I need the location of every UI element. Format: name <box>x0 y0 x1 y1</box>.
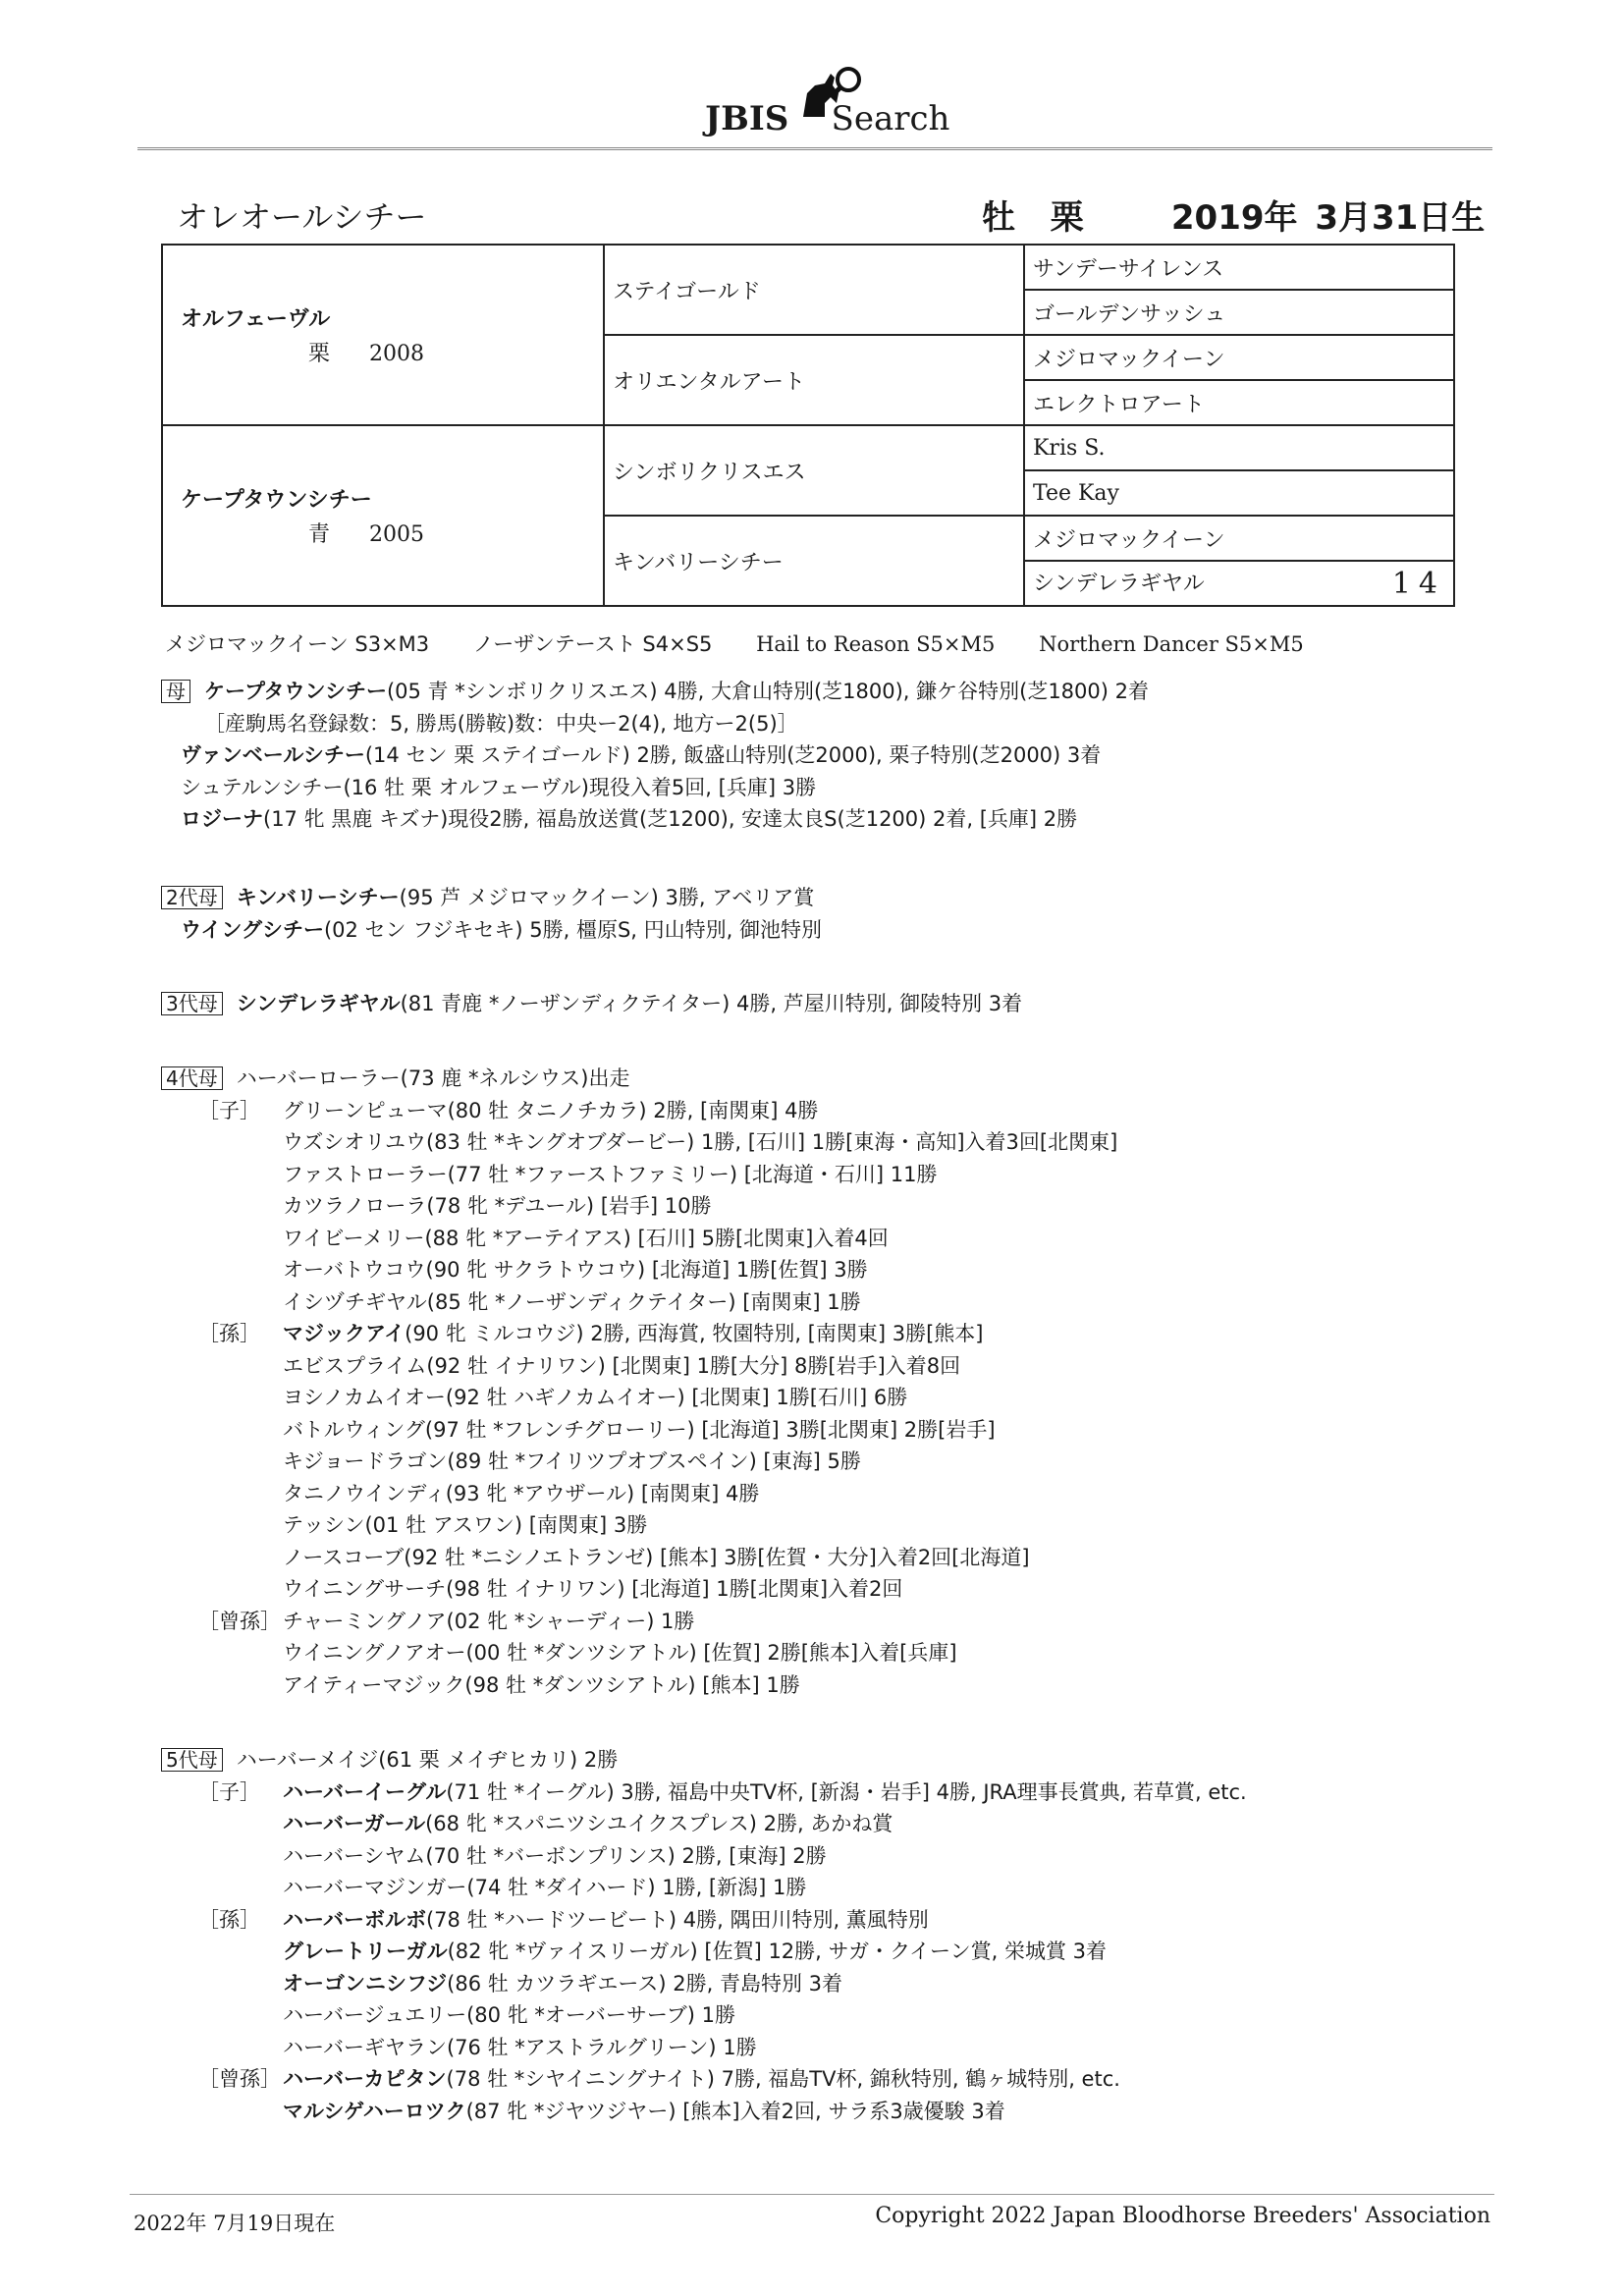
section-tag: 4代母 <box>161 1066 223 1090</box>
family-name: ハーバーカピタン <box>283 2067 447 2091</box>
family-record: ハーバーシヤム(70 牡 *バーボンプリンス) 2勝, [東海] 2勝 <box>283 1843 827 1868</box>
inbreeding-item: ノーザンテースト S4×S5 <box>472 632 713 656</box>
family-name: ウイングシチー <box>181 917 324 942</box>
horse-sex: 牡 <box>982 198 1015 238</box>
dam-color: 青 <box>308 522 331 547</box>
family-record: シュテルンシチー(16 牡 栗 オルフェーヴル)現役入着5回, [兵庫] 3勝 <box>181 775 817 799</box>
family-name: ハーバーボルボ <box>283 1907 426 1932</box>
family-record: オーバトウコウ(90 牝 サクラトウコウ) [北海道] 1勝[佐賀] 3勝 <box>283 1258 868 1282</box>
family-record: ハーバーマジンガー(74 牡 *ダイハード) 1勝, [新潟] 1勝 <box>283 1876 807 1899</box>
family-record: ウイニングノアオー(00 牡 *ダンツシアトル) [佐賀] 2勝[熊本]入着[兵庫] <box>283 1641 957 1665</box>
family-record: ウイニングサーチ(98 牡 イナリワン) [北海道] 1勝[北関東]入着2回 <box>283 1577 903 1601</box>
family-record: (78 牡 *シヤイニングナイト) 7勝, 福島TV杯, 錦秋特別, 鶴ヶ城特別, etc. <box>446 2067 1120 2091</box>
family-record: チャーミングノア(02 牝 *シャーディー) 1勝 <box>283 1609 695 1633</box>
family-name: マジックアイ <box>283 1322 406 1345</box>
pedigree-table <box>161 244 1455 607</box>
family-name: キンバリーシチー <box>236 886 400 909</box>
family-record: ヨシノカムイオー(92 牡 ハギノカムイオー) [北関東] 1勝[石川] 6勝 <box>283 1386 908 1409</box>
family-record: (71 牡 *イーグル) 3勝, 福島中央TV杯, [新潟・岩手] 4勝, JRA理事長賞典, 若草賞, etc. <box>446 1779 1247 1804</box>
horse-name: オレオールシチー <box>177 198 427 236</box>
sire-name: オルフェーヴル <box>181 307 331 332</box>
sire-cell <box>162 245 604 425</box>
family-name: ヴァンベールシチー <box>181 743 365 767</box>
gen3-0: サンデーサイレンス <box>1024 245 1454 290</box>
section-tag: 3代母 <box>161 992 223 1015</box>
family-record: ワイビーメリー(88 牝 *アーテイアス) [石川] 5勝[北関東]入着4回 <box>283 1226 889 1250</box>
family-record: ［産駒馬名登録数：5, 勝馬(勝鞍)数：中央ー2(4), 地方ー2(5)］ <box>204 711 798 736</box>
family-record: (78 牡 *ハードツービート) 4勝, 隅田川特別, 薫風特別 <box>425 1907 929 1932</box>
family-name: グレートリーガル <box>283 1940 448 1963</box>
gen3-2: メジロマックイーン <box>1024 335 1454 380</box>
family-name: ハーバーイーグル <box>283 1779 447 1804</box>
sire-color: 栗 <box>308 342 331 366</box>
family-record: アイティーマジック(98 牡 *ダンツシアトル) [熊本] 1勝 <box>283 1672 800 1697</box>
section-4th-dam <box>161 1063 1118 1701</box>
family-record: エビスプライム(92 牡 イナリワン) [北関東] 1勝[大分] 8勝[岩手]入着8回 <box>283 1353 961 1378</box>
section-dam <box>161 676 1149 836</box>
footer-divider <box>130 2194 1494 2195</box>
family-record: (95 芦 メジロマックイーン) 3勝, アベリア賞 <box>399 886 815 909</box>
generation-label: ［孫］ <box>198 1322 260 1345</box>
family-name: シンデレラギヤル <box>236 992 401 1015</box>
family-record: (14 セン 栗 ステイゴールド) 2勝, 飯盛山特別(芝2000), 栗子特別(芝2000) 3着 <box>364 743 1102 767</box>
dam-cell <box>162 425 604 606</box>
horse-info <box>982 191 1485 239</box>
family-record: タニノウインディ(93 牝 *アウザール) [南関東] 4勝 <box>283 1481 760 1505</box>
family-head: ハーバーローラー(73 鹿 *ネルシウス)出走 <box>236 1066 630 1090</box>
dam-name: ケープタウンシチー <box>181 488 372 513</box>
generation-label: ［子］ <box>198 1098 260 1122</box>
section-tag: 5代母 <box>161 1748 223 1772</box>
generation-label: ［子］ <box>198 1779 260 1804</box>
family-record: イシヅチギヤル(85 牝 *ノーザンディクテイター) [南関東] 1勝 <box>283 1289 861 1314</box>
section-5th-dam <box>161 1744 1247 2127</box>
inbreeding-item: Northern Dancer S5×M5 <box>1039 632 1304 656</box>
family-record: (02 セン フジキセキ) 5勝, 橿原S, 円山特別, 御池特別 <box>323 917 822 942</box>
logo-jbis: JBIS <box>705 99 789 138</box>
family-name: ハーバーガール <box>283 1812 426 1835</box>
family-record: (87 牝 *ジヤツジヤー) [熊本]入着2回, サラ系3歳優駿 3着 <box>465 2099 1005 2123</box>
family-record: ハーバージュエリー(80 牝 *オーバーサーブ) 1勝 <box>283 2003 736 2027</box>
inbreeding-item: Hail to Reason S5×M5 <box>756 632 996 656</box>
gen3-6: メジロマックイーン <box>1024 516 1454 561</box>
gen3-3: エレクトロアート <box>1024 380 1454 425</box>
gen3-7-cell <box>1024 561 1454 606</box>
gen3-4: Kris S. <box>1024 425 1454 470</box>
gen2-0: ステイゴールド <box>604 245 1024 335</box>
inbreeding-line <box>165 629 1341 658</box>
family-record: (81 青鹿 *ノーザンディクテイター) 4勝, 芦屋川特別, 御陵特別 3着 <box>400 992 1023 1015</box>
section-3rd-dam <box>161 988 1022 1020</box>
footer-copyright: Copyright 2022 Japan Bloodhorse Breeders' Association <box>875 2204 1490 2228</box>
horse-birth: 2019年 3月31日生 <box>1170 198 1486 238</box>
gen2-1: オリエンタルアート <box>604 335 1024 425</box>
family-record: バトルウィング(97 牡 *フレンチグローリー) [北海道] 3勝[北関東] 2勝[岩手] <box>283 1417 996 1442</box>
family-record: (90 牝 ミルコウジ) 2勝, 西海賞, 牧園特別, [南関東] 3勝[熊本] <box>405 1322 984 1345</box>
horse-color: 栗 <box>1050 198 1084 238</box>
generation-label: ［曾孫］ <box>198 2067 281 2091</box>
family-name: ケープタウンシチー <box>204 680 387 703</box>
family-record: ノースコーブ(92 牡 *ニシノエトランゼ) [熊本] 3勝[佐賀・大分]入着2回[北海道] <box>283 1545 1030 1569</box>
section-tag: 2代母 <box>161 886 223 909</box>
family-name: ロジーナ <box>181 807 263 831</box>
gen3-7: シンデレラギヤル <box>1033 571 1205 596</box>
family-record: (86 牡 カツラギエース) 2勝, 青島特別 3着 <box>447 1971 843 1995</box>
family-head: ハーバーメイジ(61 栗 メイヂヒカリ) 2勝 <box>236 1748 619 1772</box>
generation-label: ［曾孫］ <box>198 1609 281 1633</box>
family-record: キジョードラゴン(89 牡 *フイリツプオブスペイン) [東海] 5勝 <box>283 1449 861 1473</box>
gen2-2: シンボリクリスエス <box>604 425 1024 516</box>
gen3-5: Tee Kay <box>1024 470 1454 516</box>
jbis-search-logo <box>705 64 950 142</box>
family-record: (68 牝 *スパニツシユイクスプレス) 2勝, あかね賞 <box>425 1812 893 1835</box>
family-record: グリーンピューマ(80 牡 タニノチカラ) 2勝, [南関東] 4勝 <box>283 1098 819 1122</box>
family-name: マルシゲハーロツク <box>283 2099 466 2123</box>
sire-year: 2008 <box>369 342 425 366</box>
header-divider <box>137 147 1492 150</box>
footer-date: 2022年 7月19日現在 <box>134 2212 336 2235</box>
family-record: カツラノローラ(78 牝 *デユール) [岩手] 10勝 <box>283 1194 712 1218</box>
inbreeding-item: メジロマックイーン S3×M3 <box>165 632 430 656</box>
family-record: (82 牝 *ヴァイスリーガル) [佐賀] 12勝, サガ・クイーン賞, 栄城賞 3着 <box>447 1940 1108 1963</box>
family-record: ハーバーギヤラン(76 牡 *アストラルグリーン) 1勝 <box>283 2035 757 2059</box>
logo-search: Search <box>831 99 950 138</box>
gen2-3: キンバリーシチー <box>604 516 1024 606</box>
family-record: (05 青 *シンボリクリスエス) 4勝, 大倉山特別(芝1800), 鎌ケ谷特別(芝1800) 2着 <box>386 680 1149 703</box>
family-record: テッシン(01 牡 アスワン) [南関東] 3勝 <box>283 1513 648 1537</box>
family-record: (17 牝 黒鹿 キズナ)現役2勝, 福島放送賞(芝1200), 安達太良S(芝1200) 2着, [兵庫] 2勝 <box>263 807 1078 831</box>
section-2nd-dam <box>161 882 822 946</box>
pedigree-number: 14 <box>1391 566 1445 601</box>
family-name: オーゴンニシフジ <box>283 1971 448 1995</box>
generation-label: ［孫］ <box>198 1907 260 1932</box>
gen3-1: ゴールデンサッシュ <box>1024 290 1454 335</box>
family-record: ファストローラー(77 牡 *ファーストファミリー) [北海道・石川] 11勝 <box>283 1162 938 1186</box>
family-record: ウズシオリユウ(83 牡 *キングオブダービー) 1勝, [石川] 1勝[東海・高知]入着3回[北関東] <box>283 1130 1118 1154</box>
dam-year: 2005 <box>369 522 425 547</box>
section-tag: 母 <box>161 680 190 703</box>
